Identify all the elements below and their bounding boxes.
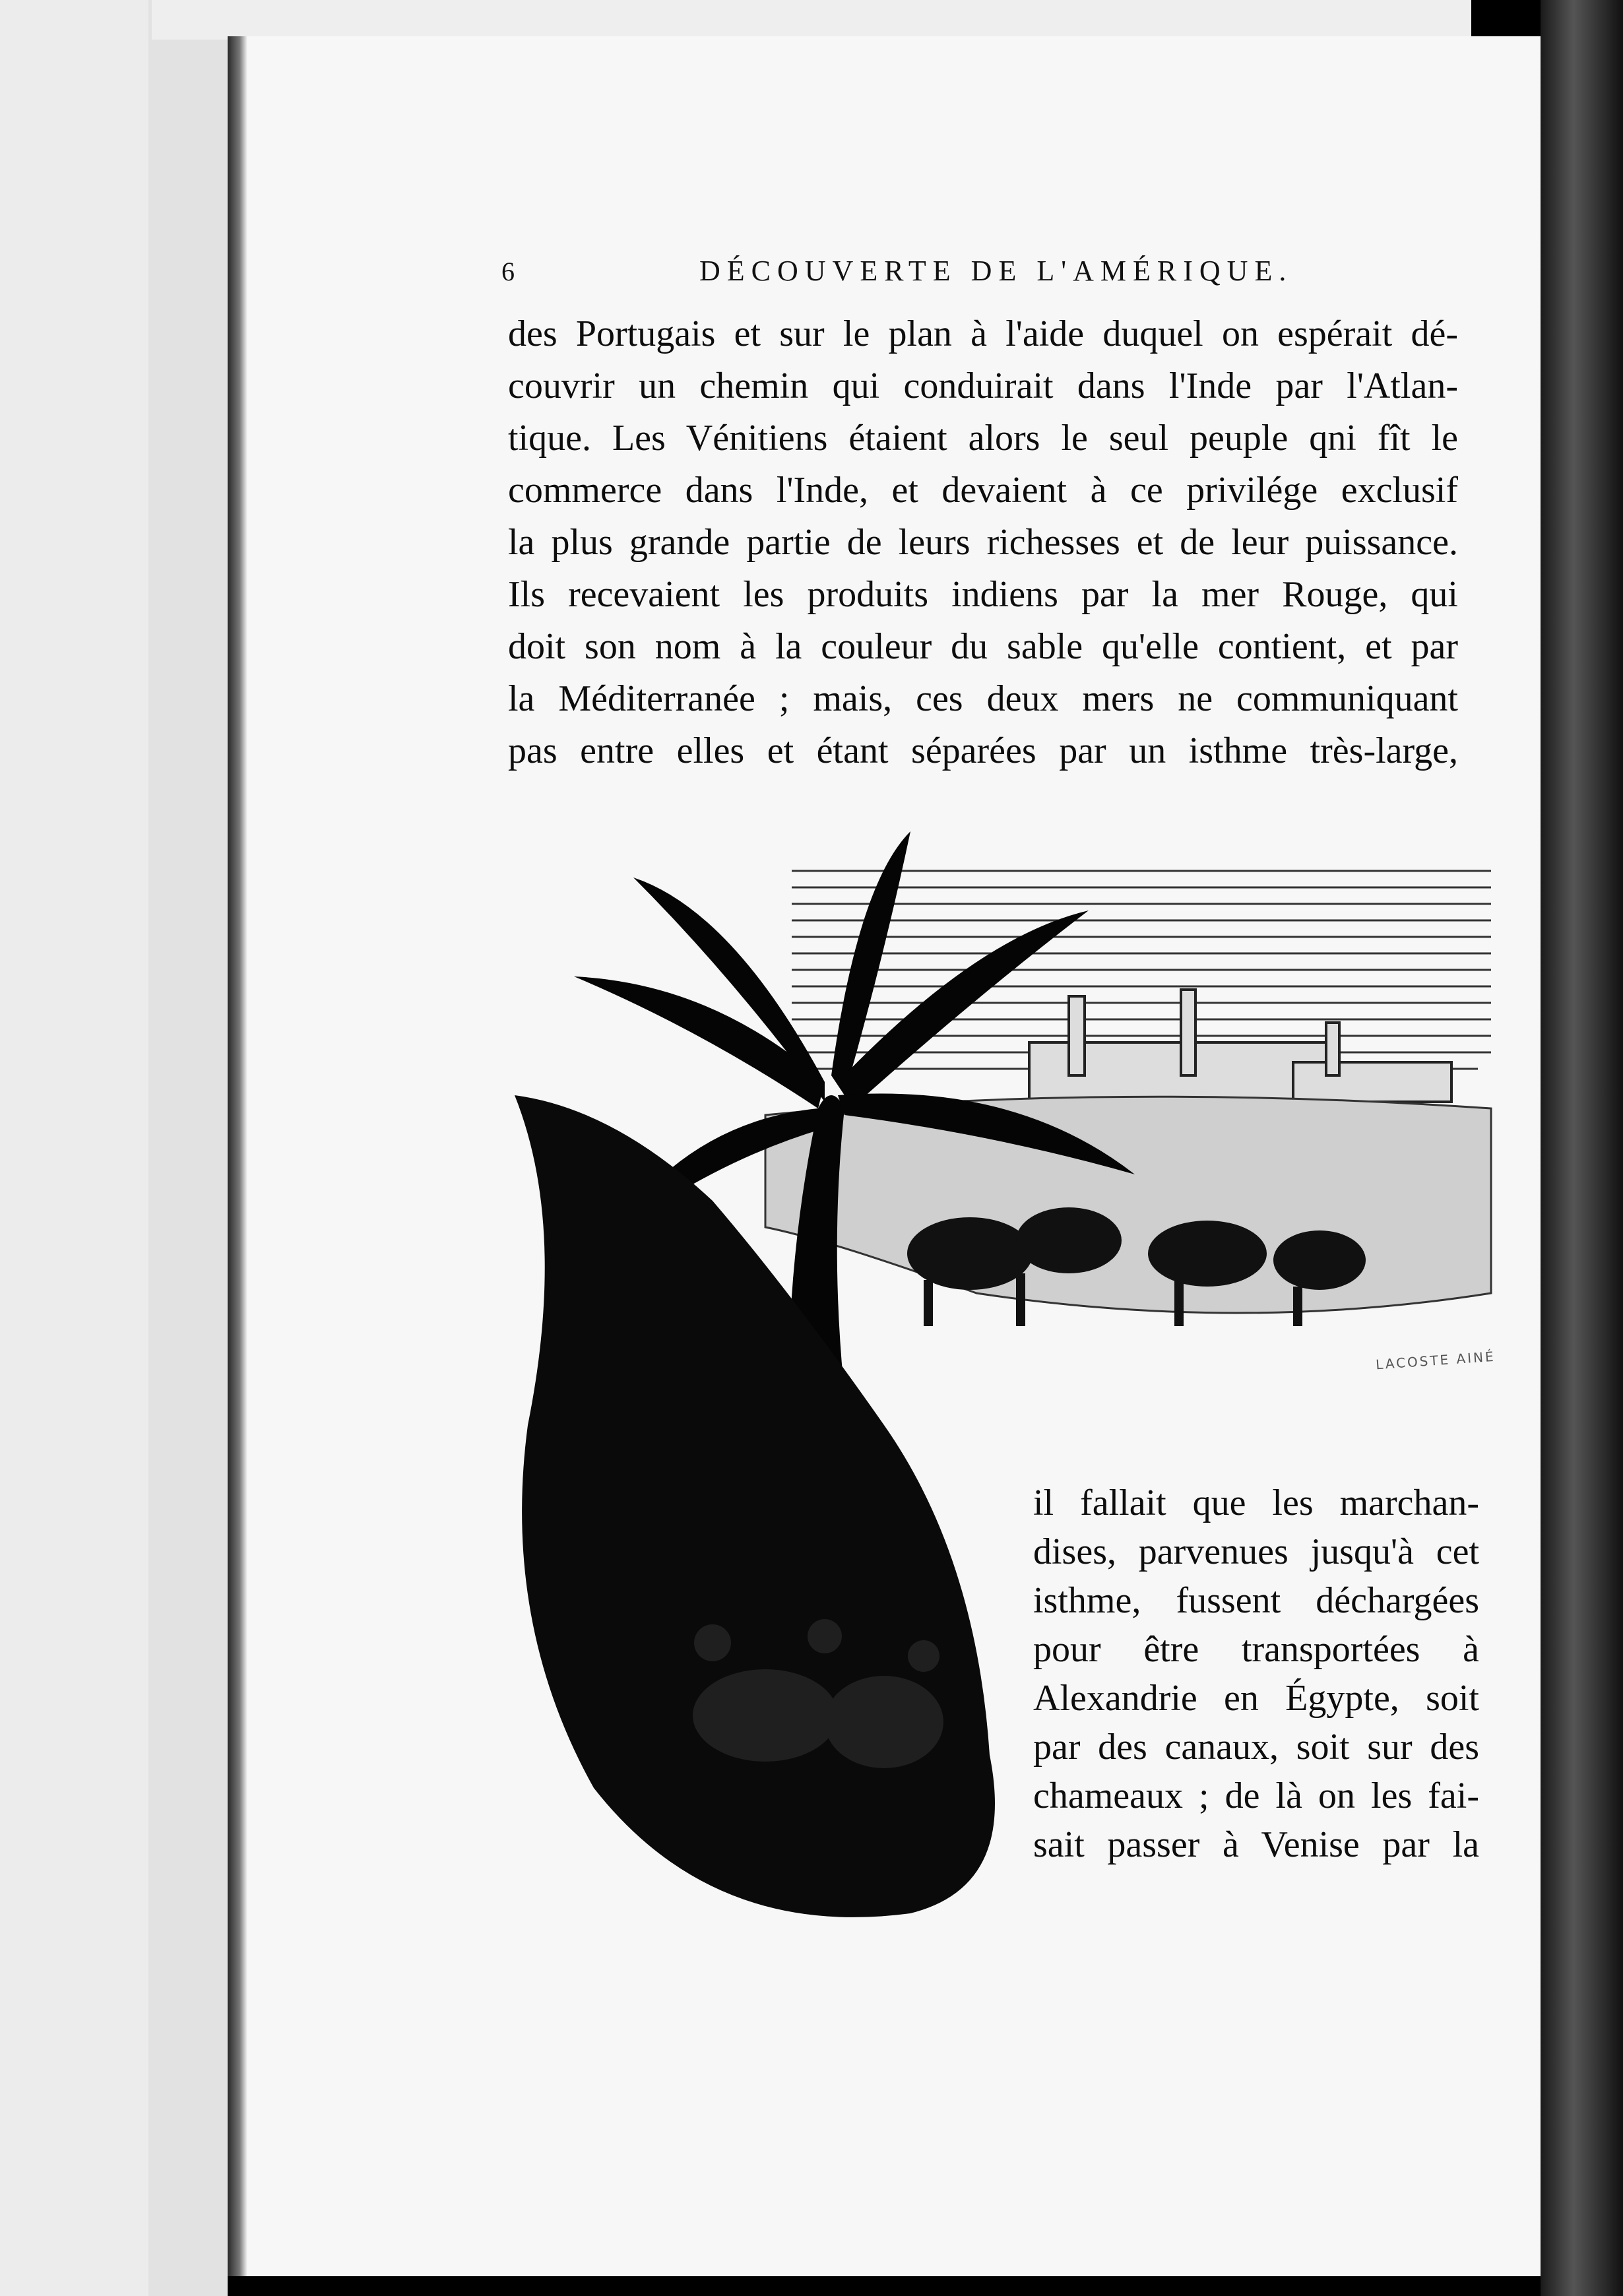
column-line: par des canaux, soit sur des [1033,1727,1479,1768]
page-stack-edge [152,0,1471,40]
body-line: Ils recevaient les produits indiens par la mer Rouge, qui [508,574,1458,615]
desert-ground [765,1097,1491,1313]
column-line: sait passer à Venise par la [1033,1824,1479,1865]
column-line: chameaux ; de là on les fai- [1033,1775,1479,1816]
body-line: des Portugais et sur le plan à l'aide duquel on espérait dé- [508,313,1458,354]
column-line: Alexandrie en Égypte, soit [1033,1678,1479,1719]
engraving-palm-caravan-icon [515,831,1504,1940]
body-line: pas entre elles et étant séparées par un isthme très-large, [508,730,1458,771]
page-right-shadow [1541,0,1623,2296]
body-line: la Méditerranée ; mais, ces deux mers ne communiquant [508,678,1458,719]
running-head: DÉCOUVERTE DE L'AMÉRIQUE. [699,255,1293,287]
column-line: il fallait que les marchan- [1033,1483,1479,1523]
body-line: la plus grande partie de leurs richesses et de leur puissance. [508,522,1458,563]
engraver-signature: LACOSTE AINÉ [1375,1348,1496,1373]
body-line: couvrir un chemin qui conduirait dans l'Inde par l'Atlan- [508,366,1458,406]
column-line: dises, parvenues jusqu'à cet [1033,1531,1479,1572]
page-number: 6 [501,257,515,286]
column-line: pour être transportées à [1033,1629,1479,1670]
page-stack-edge [148,0,228,2296]
column-line: isthme, fussent déchargées [1033,1580,1479,1621]
page-gutter [228,36,247,2276]
body-line: commerce dans l'Inde, et devaient à ce privilége exclusif [508,470,1458,511]
city-walls [1029,990,1451,1102]
body-line: tique. Les Vénitiens étaient alors le seul peuple qni fît le [508,418,1458,459]
body-line: doit son nom à la couleur du sable qu'elle contient, et par [508,626,1458,667]
